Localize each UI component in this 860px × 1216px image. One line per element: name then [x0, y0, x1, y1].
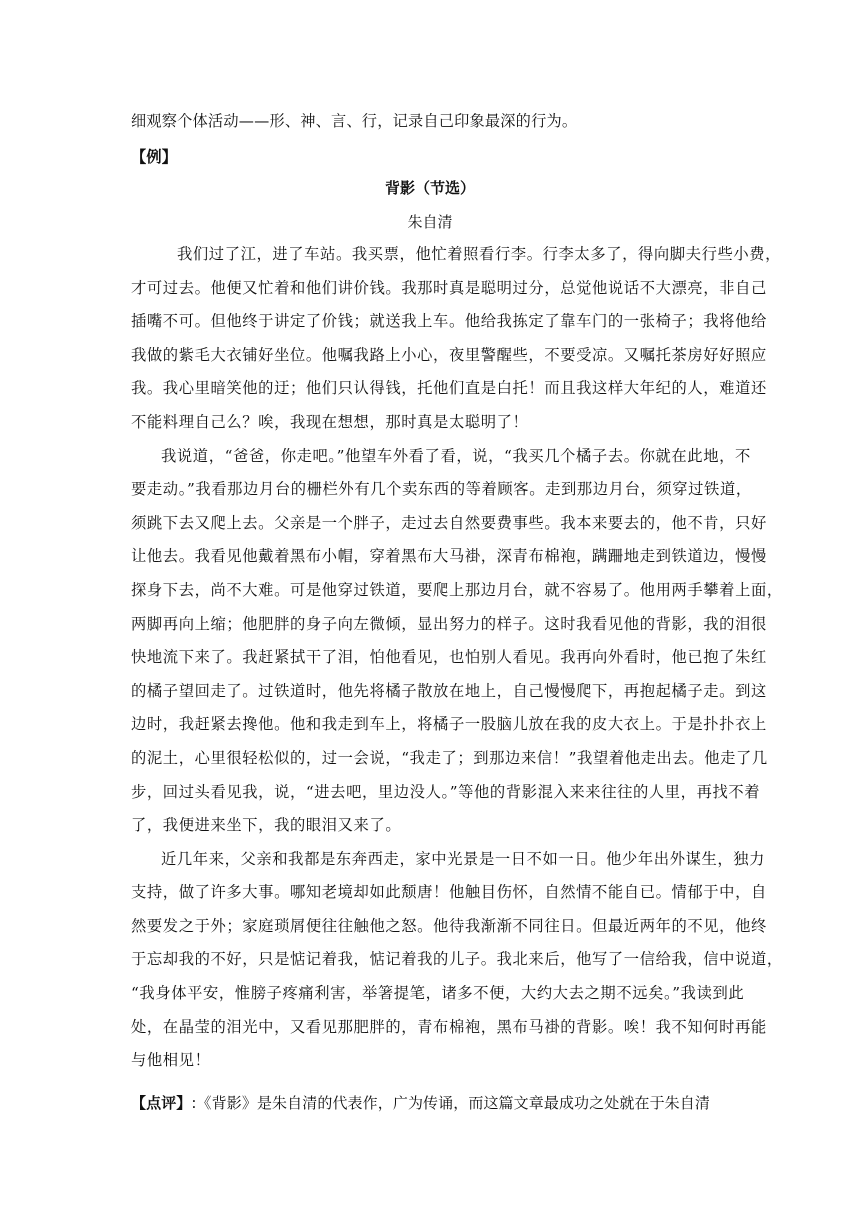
review-label: 【点评】 [131, 1094, 192, 1112]
article-line: 的泥土，心里很轻松似的，过一会说，“我走了；到那边来信！”我望着他走出去。他走了几 [131, 748, 768, 767]
article-line: 探身下去，尚不大难。可是他穿过铁道，要爬上那边月台，就不容易了。他用两手攀着上面， [131, 580, 783, 599]
article-line: 然要发之于外；家庭琐屑便往往触他之怒。他待我渐渐不同往日。但最近两年的不见，他终 [131, 916, 767, 935]
article-line: 支持，做了许多大事。哪知老境却如此颓唐！他触目伤怀，自然情不能自已。情郁于中，自 [131, 883, 767, 902]
review-text: :《背影》是朱自清的代表作，广为传诵，而这篇文章最成功之处就在于朱自清 [191, 1094, 710, 1112]
article-author: 朱自清 [407, 213, 453, 231]
example-label: 【例】 [131, 148, 178, 166]
article-line: 处，在晶莹的泪光中，又看见那肥胖的，青布棉袍，黑布马褂的背影。唉！我不知何时再能 [131, 1017, 767, 1036]
article-line: 要走动。”我看那边月台的栅栏外有几个卖东西的等着顾客。走到那边月台，须穿过铁道， [131, 480, 752, 499]
article-line: 边时，我赶紧去搀他。他和我走到车上，将橘子一股脑儿放在我的皮大衣上。于是扑扑衣上 [131, 715, 767, 734]
article-line: 我。我心里暗笑他的迂；他们只认得钱，托他们直是白托！而且我这样大年纪的人，难道还 [131, 379, 767, 398]
article-line: 了，我便进来坐下，我的眼泪又来了。 [131, 816, 402, 835]
article-line: 让他去。我看见他戴着黑布小帽，穿着黑布大马褂，深青布棉袍，蹒跚地走到铁道边，慢慢 [131, 547, 767, 566]
article-line: “我身体平安，惟膀子疼痛利害，举箸提笔，诸多不便，大约大去之期不远矣。”我读到此 [131, 984, 745, 1003]
article-line: 不能料理自己么？唉，我现在想想，那时真是太聪明了！ [131, 412, 529, 431]
article-body [131, 243, 783, 1083]
article-line: 我们过了江，进了车站。我买票，他忙着照看行李。行李太多了，得向脚夫行些小费， [177, 245, 782, 263]
article-line: 快地流下来了。我赶紧拭干了泪，怕他看见，也怕别人看见。我再向外看时，他已抱了朱红 [131, 648, 767, 667]
article-line: 才可过去。他便又忙着和他们讲价钱。我那时真是聪明过分，总觉他说话不大漂亮，非自己 [131, 278, 767, 297]
article-title: 背影（节选） [384, 179, 475, 197]
article-line: 近几年来，父亲和我都是东奔西走，家中光景是一日不如一日。他少年出外谋生，独力 [161, 849, 766, 868]
article-line: 步，回过头看见我，说，“进去吧，里边没人。”等他的背影混入来来往往的人里，再找不着 [131, 782, 761, 801]
article-line: 于忘却我的不好，只是惦记着我，惦记着我的儿子。我北来后，他写了一信给我，信中说道， [131, 950, 783, 969]
article-line: 须跳下去又爬上去。父亲是一个胖子，走过去自然要费事些。我本来要去的，他不肯，只好 [131, 513, 767, 532]
article-line: 与他相见！ [131, 1051, 211, 1070]
intro-paragraph: 细观察个体活动——形、神、言、行，记录自己印象最深的行为。 [131, 112, 578, 130]
article-line: 我做的紫毛大衣铺好坐位。他嘱我路上小心，夜里警醒些，不要受凉。又嘱托茶房好好照应 [131, 345, 767, 364]
article-line: 两脚再向上缩；他肥胖的身子向左微倾，显出努力的样子。这时我看见他的背影，我的泪很 [131, 614, 767, 633]
article-line: 插嘴不可。但他终于讲定了价钱；就送我上车。他给我拣定了靠车门的一张椅子；我将他给 [131, 312, 767, 331]
article-line: 的橘子望回走了。过铁道时，他先将橘子散放在地上，自己慢慢爬下，再抱起橘子走。到这 [131, 681, 767, 700]
review-paragraph [131, 1092, 731, 1114]
article-line: 我说道，“爸爸，你走吧。”他望车外看了看，说，“我买几个橘子去。你就在此地，不 [161, 446, 751, 465]
